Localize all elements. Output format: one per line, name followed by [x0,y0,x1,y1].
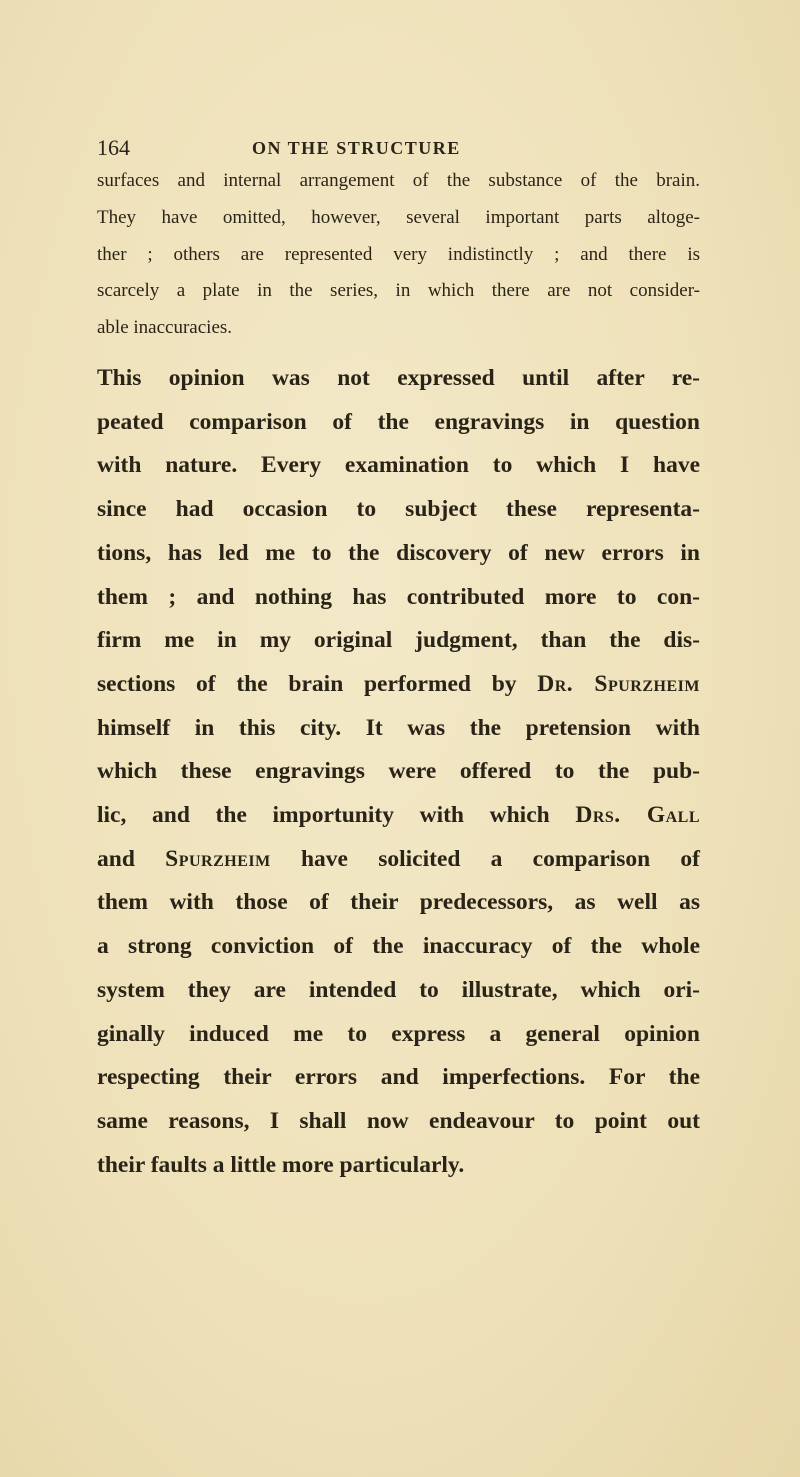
text-segment: them ; and nothing has contributed more to con- [97,583,700,610]
running-head: ON THE STRUCTURE [252,138,461,158]
text-line [97,207,700,229]
text-line [97,244,700,266]
text-segment: ther ; others are represented very indistinctly ; and there is [97,243,700,265]
text-line [97,170,700,192]
text-segment: a strong conviction of the inaccuracy of the whole [97,933,700,960]
text-segment: firm me in my original judgment, than the dis- [97,627,700,654]
text-segment: able inaccuracies. [97,317,233,339]
text-line [97,540,700,567]
text-segment: with nature. Every examination to which I have [97,452,700,479]
text-line [97,977,700,1004]
page-number: 164 [97,135,130,160]
text-line [97,933,700,960]
text-segment: surfaces and internal arrangement of the substance of the brain. [97,170,700,191]
text-line [97,1152,700,1179]
text-line [97,758,700,785]
text-line [97,889,700,916]
text-line [97,584,700,611]
page-header [97,135,700,165]
text-line [97,317,700,339]
text-line [97,715,700,742]
text-segment: have solicited a comparison of [270,845,700,872]
text-line [97,280,700,302]
small-caps-name: Spurzheim [165,845,271,872]
text-line [97,802,700,829]
text-line [97,365,700,392]
text-segment: They have omitted, however, several important parts altoge- [97,206,700,228]
text-segment: tions, has led me to the discovery of new errors in [97,539,700,566]
text-segment: them with those of their predecessors, as well as [97,889,700,916]
text-segment: himself in this city. It was the pretension with [97,714,700,741]
text-segment: respecting their errors and imperfections. For the [97,1064,700,1091]
text-segment: lic, and the importunity with which [97,802,576,828]
small-caps-name: Drs. Gall [575,802,701,828]
text-line [97,627,700,654]
text-line [97,452,700,479]
text-line [97,846,700,873]
text-segment: scarcely a plate in the series, in which there are not consider- [97,280,700,302]
text-line [97,1108,700,1135]
small-caps-name: Dr. Spurzheim [537,670,700,697]
text-line [97,496,700,523]
text-segment: ginally induced me to express a general opinion [97,1020,700,1047]
text-segment: sections of the brain performed by [97,670,538,697]
text-segment: peated comparison of the engravings in question [97,408,700,435]
text-line [97,1021,700,1048]
text-segment: their faults a little more particularly. [97,1151,465,1178]
text-segment: This opinion was not expressed until after re- [97,365,700,391]
text-segment: and [97,845,166,872]
text-segment: since had occasion to subject these representa- [97,496,700,523]
text-line [97,1064,700,1091]
text-segment: same reasons, I shall now endeavour to point out [97,1107,700,1134]
text-line [97,409,700,436]
text-line [97,671,700,698]
text-segment: system they are intended to illustrate, which ori- [97,976,700,1003]
text-segment: which these engravings were offered to the pub- [97,758,700,785]
